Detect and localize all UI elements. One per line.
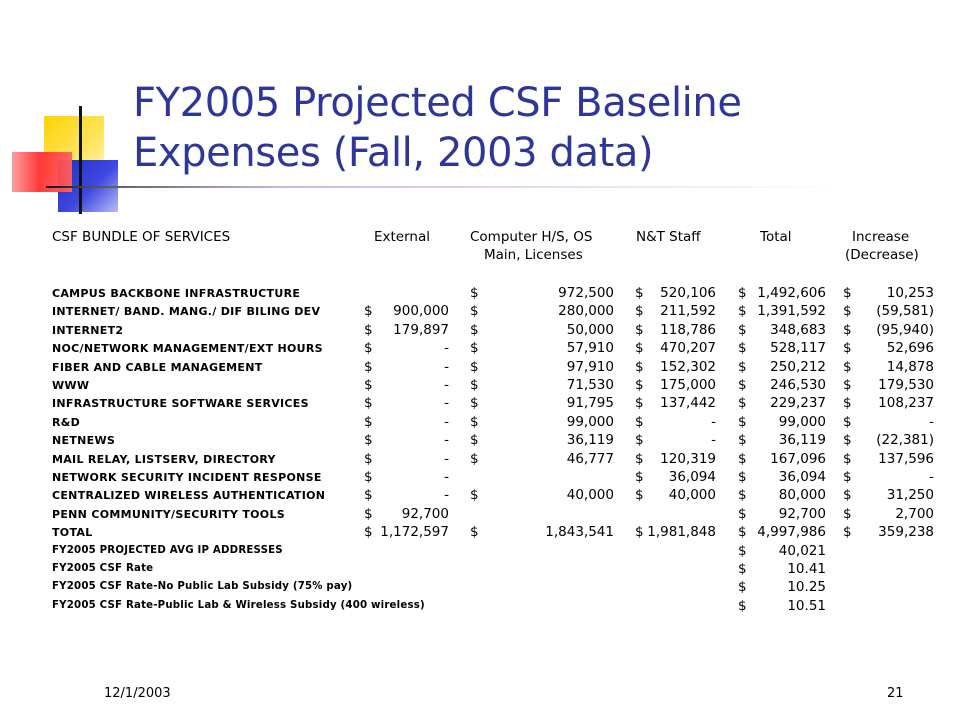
- cell-ext-dollar: $: [364, 321, 373, 338]
- cell-total: 1,492,606: [757, 285, 826, 301]
- row-label: FY2005 CSF Rate: [52, 563, 154, 574]
- cell-ext: -: [444, 377, 449, 393]
- cell-total-dollar: $: [738, 358, 747, 375]
- cell-inc: 14,878: [886, 358, 934, 375]
- cell-total-dollar: $: [738, 561, 747, 577]
- cell-inc-dollar: $: [843, 524, 852, 541]
- cell-comp: 97,910: [566, 358, 614, 375]
- header-services: CSF BUNDLE OF SERVICES: [52, 229, 231, 245]
- header-increase-line2: (Decrease): [845, 247, 919, 263]
- cell-ext: 1,172,597: [380, 524, 449, 541]
- cell-total: 4,997,986: [757, 524, 826, 541]
- cell-total: 40,021: [778, 542, 826, 559]
- cell-staff-dollar: $: [635, 303, 644, 320]
- cell-comp: 1,843,541: [545, 524, 614, 541]
- cell-ext: -: [444, 413, 449, 430]
- row-label: NOC/NETWORK MANAGEMENT/EXT HOURS: [52, 342, 323, 356]
- cell-total: 246,530: [770, 377, 826, 393]
- cell-total-dollar: $: [738, 303, 747, 320]
- cell-comp-dollar: $: [470, 285, 479, 301]
- cell-ext-dollar: $: [364, 303, 373, 320]
- footer-page-number: 21: [887, 686, 904, 701]
- cell-total-dollar: $: [738, 579, 747, 596]
- cell-comp-dollar: $: [470, 395, 479, 412]
- cell-ext-dollar: $: [364, 358, 373, 375]
- cell-total-dollar: $: [738, 432, 747, 449]
- cell-ext: 900,000: [393, 303, 449, 320]
- cell-ext: 179,897: [393, 321, 449, 338]
- cell-staff: 137,442: [660, 395, 716, 412]
- slide-title-line1: FY2005 Projected CSF Baseline: [133, 80, 742, 126]
- cell-comp-dollar: $: [470, 377, 479, 393]
- cell-inc-dollar: $: [843, 377, 852, 393]
- cell-inc-dollar: $: [843, 395, 852, 412]
- cell-staff-dollar: $: [635, 450, 644, 467]
- row-label: INFRASTRUCTURE SOFTWARE SERVICES: [52, 397, 309, 411]
- cell-ext-dollar: $: [364, 524, 373, 541]
- cell-ext: 92,700: [401, 505, 449, 522]
- cell-staff: 152,302: [660, 358, 716, 375]
- cell-total-dollar: $: [738, 450, 747, 467]
- cell-total: 10.41: [787, 561, 826, 577]
- cell-comp: 57,910: [566, 340, 614, 357]
- cell-total: 167,096: [770, 450, 826, 467]
- cell-inc-dollar: $: [843, 285, 852, 301]
- cell-staff-dollar: $: [635, 469, 644, 485]
- cell-ext-dollar: $: [364, 377, 373, 393]
- row-label: R&D: [52, 415, 81, 429]
- cell-ext-dollar: $: [364, 340, 373, 357]
- cell-comp-dollar: $: [470, 487, 479, 504]
- header-staff: N&T Staff: [636, 229, 701, 245]
- cell-inc-dollar: $: [843, 303, 852, 320]
- header-computer-line2: Main, Licenses: [484, 247, 583, 263]
- cell-total: 10.25: [787, 579, 826, 596]
- cell-total-dollar: $: [738, 487, 747, 504]
- cell-total-dollar: $: [738, 395, 747, 412]
- cell-staff-dollar: $: [635, 321, 644, 338]
- cell-total: 348,683: [770, 321, 826, 338]
- row-label: TOTAL: [52, 526, 93, 540]
- cell-total-dollar: $: [738, 524, 747, 541]
- cell-inc-dollar: $: [843, 413, 852, 430]
- row-label: CENTRALIZED WIRELESS AUTHENTICATION: [52, 489, 326, 503]
- cell-inc-dollar: $: [843, 487, 852, 504]
- cell-comp: 280,000: [558, 303, 614, 320]
- row-label: NETWORK SECURITY INCIDENT RESPONSE: [52, 471, 322, 484]
- cell-ext-dollar: $: [364, 450, 373, 467]
- cell-total: 229,237: [770, 395, 826, 412]
- cell-staff: 211,592: [660, 303, 716, 320]
- cell-ext-dollar: $: [364, 469, 373, 485]
- cell-ext-dollar: $: [364, 487, 373, 504]
- cell-inc: 359,238: [878, 524, 934, 541]
- cell-ext-dollar: $: [364, 413, 373, 430]
- cell-ext: -: [444, 358, 449, 375]
- slide-title-line2: Expenses (Fall, 2003 data): [133, 130, 654, 176]
- row-label: FY2005 PROJECTED AVG IP ADDRESSES: [52, 544, 283, 556]
- cell-inc: 108,237: [878, 395, 934, 412]
- cell-comp: 972,500: [558, 285, 614, 301]
- cell-comp-dollar: $: [470, 358, 479, 375]
- cell-inc-dollar: $: [843, 358, 852, 375]
- cell-comp-dollar: $: [470, 432, 479, 449]
- cell-total: 99,000: [778, 413, 826, 430]
- cell-total: 36,119: [778, 432, 826, 449]
- cell-staff-dollar: $: [635, 358, 644, 375]
- cell-staff: 120,319: [660, 450, 716, 467]
- cell-inc-dollar: $: [843, 450, 852, 467]
- cell-staff-dollar: $: [635, 487, 644, 504]
- row-label: FY2005 CSF Rate-No Public Lab Subsidy (75% pay): [52, 581, 353, 593]
- cell-total-dollar: $: [738, 340, 747, 357]
- cell-inc: 179,530: [878, 377, 934, 393]
- cell-comp-dollar: $: [470, 303, 479, 320]
- cell-staff: 36,094: [668, 469, 716, 485]
- cell-comp-dollar: $: [470, 340, 479, 357]
- cell-comp-dollar: $: [470, 413, 479, 430]
- cell-staff: 118,786: [660, 321, 716, 338]
- cell-total-dollar: $: [738, 542, 747, 559]
- row-label: INTERNET/ BAND. MANG./ DIF BILING DEV: [52, 305, 321, 319]
- header-external: External: [374, 229, 431, 245]
- cell-total: 1,391,592: [757, 303, 826, 320]
- cell-ext: -: [444, 469, 449, 485]
- cell-ext: -: [444, 450, 449, 467]
- cell-ext-dollar: $: [364, 432, 373, 449]
- cell-ext-dollar: $: [364, 395, 373, 412]
- cell-ext: -: [444, 340, 449, 357]
- cell-staff-dollar: $: [635, 285, 644, 301]
- cell-total-dollar: $: [738, 597, 747, 614]
- cell-total: 36,094: [778, 469, 826, 485]
- cell-ext: -: [444, 432, 449, 449]
- cell-total-dollar: $: [738, 413, 747, 430]
- cell-comp: 99,000: [566, 413, 614, 430]
- cell-inc: 2,700: [895, 505, 934, 522]
- cell-ext: -: [444, 487, 449, 504]
- cell-staff: -: [711, 432, 716, 449]
- cell-staff: 175,000: [660, 377, 716, 393]
- cell-inc-dollar: $: [843, 505, 852, 522]
- footer-date: 12/1/2003: [104, 686, 171, 701]
- cell-inc: 52,696: [886, 340, 934, 357]
- cell-inc: (22,381): [876, 432, 934, 449]
- cell-comp: 50,000: [566, 321, 614, 338]
- cell-inc-dollar: $: [843, 321, 852, 338]
- cell-total: 528,117: [770, 340, 826, 357]
- cell-inc: 31,250: [886, 487, 934, 504]
- cell-total-dollar: $: [738, 377, 747, 393]
- cell-inc-dollar: $: [843, 340, 852, 357]
- row-label: FY2005 CSF Rate-Public Lab & Wireless Subsidy (400 wireless): [52, 599, 425, 611]
- cell-staff: 40,000: [668, 487, 716, 504]
- cell-comp: 71,530: [566, 377, 614, 393]
- row-label: FIBER AND CABLE MANAGEMENT: [52, 360, 263, 374]
- cell-staff: 470,207: [660, 340, 716, 357]
- cell-total: 250,212: [770, 358, 826, 375]
- cell-staff-dollar: $: [635, 395, 644, 412]
- cell-inc: 137,596: [878, 450, 934, 467]
- cell-comp: 46,777: [566, 450, 614, 467]
- cell-comp: 91,795: [566, 395, 614, 412]
- row-label: MAIL RELAY, LISTSERV, DIRECTORY: [52, 452, 276, 466]
- cell-inc: -: [929, 413, 934, 430]
- cell-comp-dollar: $: [470, 524, 479, 541]
- cell-total-dollar: $: [738, 505, 747, 522]
- cell-total-dollar: $: [738, 285, 747, 301]
- cell-staff-dollar: $: [635, 377, 644, 393]
- cell-comp: 40,000: [566, 487, 614, 504]
- cell-staff: 1,981,848: [647, 524, 716, 541]
- cell-total: 80,000: [778, 487, 826, 504]
- row-label: PENN COMMUNITY/SECURITY TOOLS: [52, 507, 285, 521]
- header-computer-line1: Computer H/S, OS: [470, 229, 593, 245]
- header-increase-line1: Increase: [852, 229, 910, 245]
- cell-inc: (95,940): [876, 321, 934, 338]
- cell-staff: -: [711, 413, 716, 430]
- cell-staff-dollar: $: [635, 432, 644, 449]
- cell-comp-dollar: $: [470, 450, 479, 467]
- cell-staff-dollar: $: [635, 413, 644, 430]
- cell-ext: -: [444, 395, 449, 412]
- cell-ext-dollar: $: [364, 505, 373, 522]
- cell-inc-dollar: $: [843, 432, 852, 449]
- cell-staff-dollar: $: [635, 340, 644, 357]
- cell-comp-dollar: $: [470, 321, 479, 338]
- header-total: Total: [760, 229, 792, 245]
- cell-inc-dollar: $: [843, 469, 852, 485]
- cell-staff: 520,106: [660, 285, 716, 301]
- cell-inc: -: [929, 469, 934, 485]
- cell-total: 10.51: [787, 597, 826, 614]
- row-label: NETNEWS: [52, 434, 116, 448]
- row-label: WWW: [52, 379, 90, 392]
- cell-total: 92,700: [778, 505, 826, 522]
- cell-comp: 36,119: [566, 432, 614, 449]
- cell-inc: 10,253: [886, 285, 934, 301]
- row-label: CAMPUS BACKBONE INFRASTRUCTURE: [52, 287, 301, 300]
- cell-total-dollar: $: [738, 469, 747, 485]
- row-label: INTERNET2: [52, 323, 124, 337]
- cell-total-dollar: $: [738, 321, 747, 338]
- cell-staff-dollar: $: [635, 524, 644, 541]
- cell-inc: (59,581): [876, 303, 934, 320]
